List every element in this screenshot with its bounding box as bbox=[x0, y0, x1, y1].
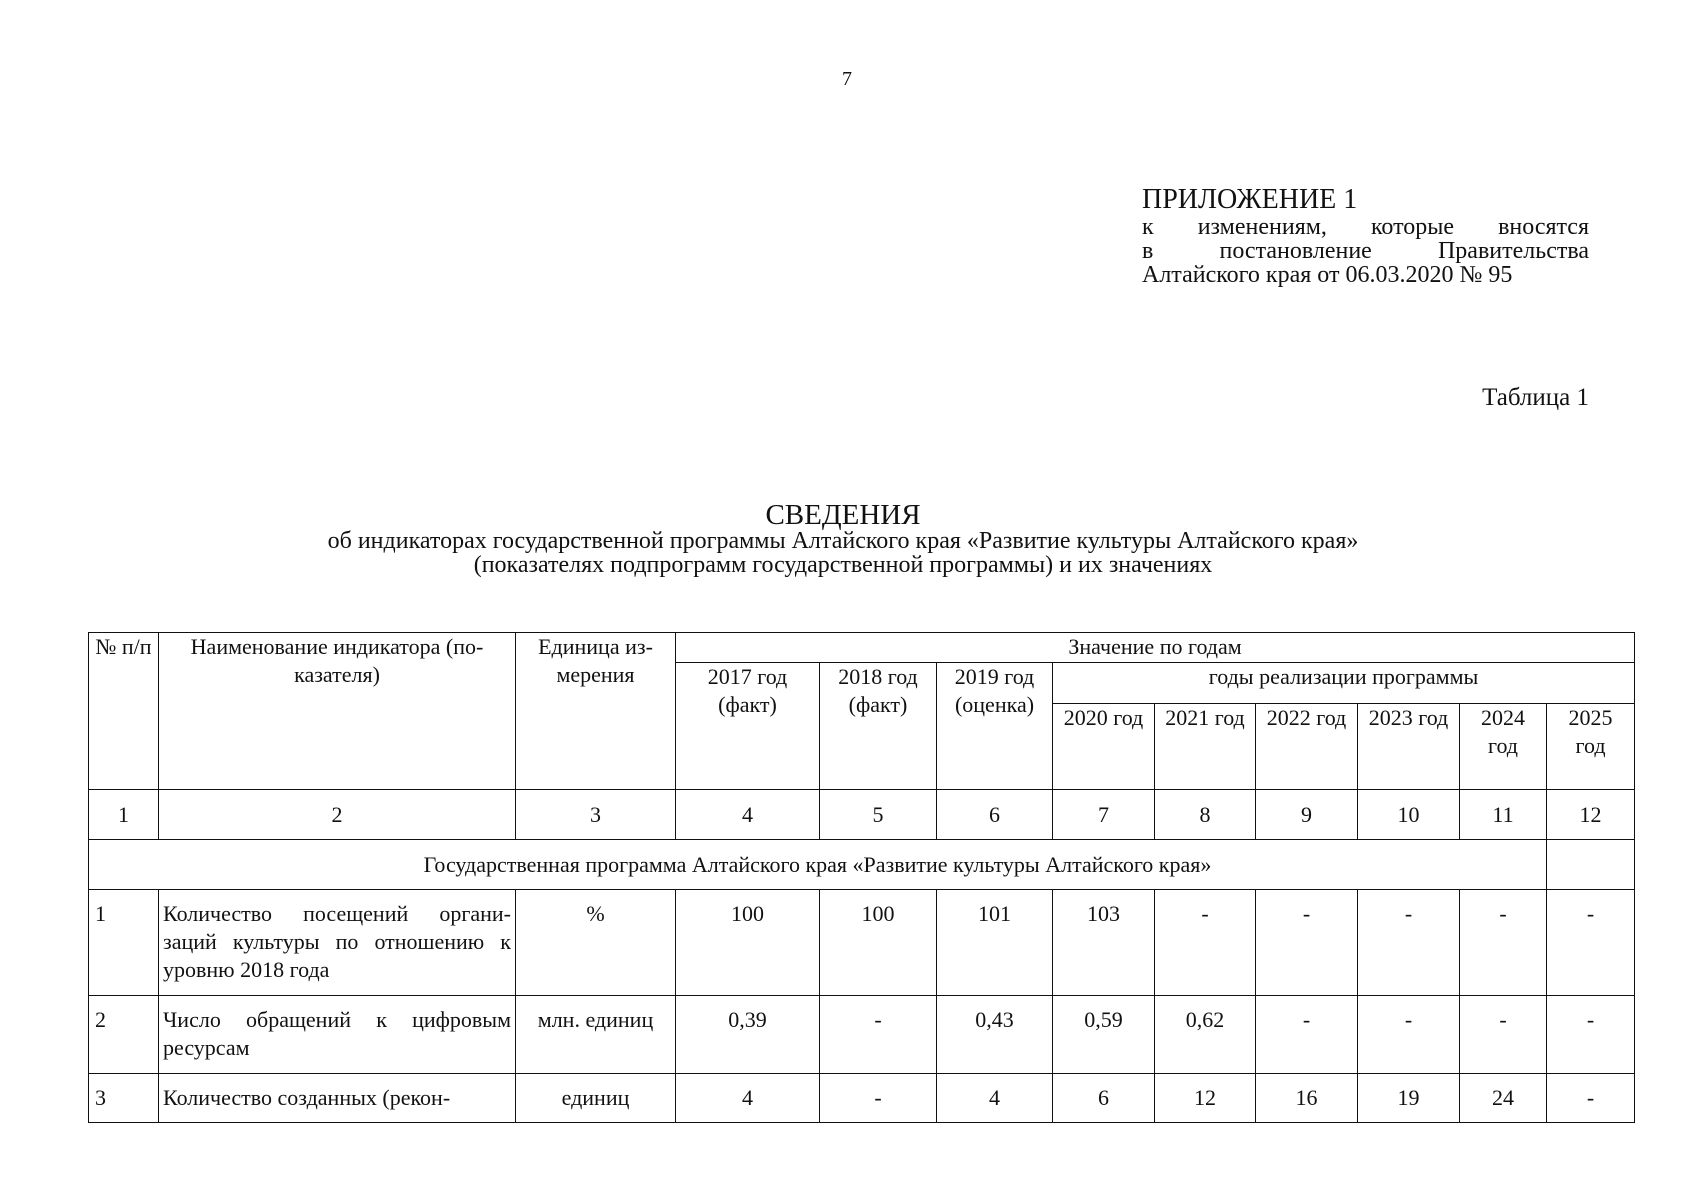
column-number: 10 bbox=[1358, 790, 1460, 840]
header-num: № п/п bbox=[89, 633, 159, 790]
page-number: 7 bbox=[842, 68, 852, 90]
column-number: 8 bbox=[1155, 790, 1256, 840]
value-cell: - bbox=[1358, 996, 1460, 1074]
column-number: 12 bbox=[1547, 790, 1635, 840]
value-cell: 100 bbox=[676, 890, 820, 996]
header-values-by-year: Значение по годам bbox=[676, 633, 1635, 663]
appendix-line: Алтайского края от 06.03.2020 № 95 bbox=[1142, 262, 1513, 288]
header-year-2017: 2017 год (факт) bbox=[676, 663, 820, 790]
header-indicator-name: Наименование индикатора (по- казателя) bbox=[159, 633, 516, 790]
value-cell: 24 bbox=[1460, 1074, 1547, 1123]
header-year-2024: 2024 год bbox=[1460, 704, 1547, 790]
value-cell: 0,43 bbox=[937, 996, 1053, 1074]
appendix-line: к изменениям, которые вносятся bbox=[1142, 214, 1589, 240]
column-number: 5 bbox=[820, 790, 937, 840]
unit-cell: % bbox=[516, 890, 676, 996]
table-row bbox=[89, 1074, 1635, 1123]
header-year-2019: 2019 год (оценка) bbox=[937, 663, 1053, 790]
value-cell: - bbox=[1547, 890, 1635, 996]
value-cell: 103 bbox=[1053, 890, 1155, 996]
value-cell: - bbox=[1256, 996, 1358, 1074]
heading-subtitle: (показателях подпрограмм государственной программы) и их значениях bbox=[473, 552, 1213, 578]
column-number: 6 bbox=[937, 790, 1053, 840]
value-cell: - bbox=[1155, 890, 1256, 996]
value-cell: 6 bbox=[1053, 1074, 1155, 1123]
value-cell: 16 bbox=[1256, 1074, 1358, 1123]
row-number: 3 bbox=[89, 1074, 159, 1123]
indicator-name: Число обращений к цифровым ресурсам bbox=[159, 996, 516, 1074]
value-cell: 12 bbox=[1155, 1074, 1256, 1123]
unit-cell: млн. единиц bbox=[516, 996, 676, 1074]
column-number: 1 bbox=[89, 790, 159, 840]
value-cell: 4 bbox=[937, 1074, 1053, 1123]
value-cell: - bbox=[1547, 1074, 1635, 1123]
appendix-block bbox=[1142, 185, 1589, 287]
indicator-name: Количество посещений органи- заций культуры по отношению к уровню 2018 года bbox=[159, 890, 516, 996]
column-number: 9 bbox=[1256, 790, 1358, 840]
header-year-2020: 2020 год bbox=[1053, 704, 1155, 790]
table-row bbox=[89, 890, 1635, 996]
column-number: 3 bbox=[516, 790, 676, 840]
value-cell: - bbox=[1358, 890, 1460, 996]
value-cell: - bbox=[820, 996, 937, 1074]
column-number: 11 bbox=[1460, 790, 1547, 840]
row-number: 2 bbox=[89, 996, 159, 1074]
heading-subtitle: об индикаторах государственной программы Алтайского края «Развитие культуры Алтайского края» bbox=[327, 528, 1359, 554]
appendix-line: в постановление Правительства bbox=[1142, 238, 1589, 264]
appendix-title: ПРИЛОЖЕНИЕ 1 bbox=[1142, 184, 1358, 215]
value-cell: 19 bbox=[1358, 1074, 1460, 1123]
header-year-2025: 2025 год bbox=[1547, 704, 1635, 790]
value-cell: - bbox=[1256, 890, 1358, 996]
indicator-name: Количество созданных (рекон- bbox=[159, 1074, 516, 1123]
header-year-2022: 2022 год bbox=[1256, 704, 1358, 790]
value-cell: - bbox=[820, 1074, 937, 1123]
value-cell: 4 bbox=[676, 1074, 820, 1123]
value-cell: - bbox=[1460, 996, 1547, 1074]
value-cell: 101 bbox=[937, 890, 1053, 996]
program-title-row: Государственная программа Алтайского края «Развитие культуры Алтайского края» bbox=[89, 840, 1547, 890]
header-year-2023: 2023 год bbox=[1358, 704, 1460, 790]
document-heading bbox=[88, 499, 1598, 578]
header-year-2021: 2021 год bbox=[1155, 704, 1256, 790]
header-unit: Единица из- мерения bbox=[516, 633, 676, 790]
row-number: 1 bbox=[89, 890, 159, 996]
value-cell: 0,62 bbox=[1155, 996, 1256, 1074]
value-cell: 0,39 bbox=[676, 996, 820, 1074]
column-number: 2 bbox=[159, 790, 516, 840]
program-empty-cell bbox=[1547, 840, 1635, 890]
column-number: 7 bbox=[1053, 790, 1155, 840]
indicators-table bbox=[88, 632, 1635, 1123]
column-number: 4 bbox=[676, 790, 820, 840]
header-year-2018: 2018 год (факт) bbox=[820, 663, 937, 790]
unit-cell: единиц bbox=[516, 1074, 676, 1123]
header-implementation-years: годы реализации программы bbox=[1053, 663, 1635, 704]
heading-title: СВЕДЕНИЯ bbox=[765, 499, 921, 531]
value-cell: 100 bbox=[820, 890, 937, 996]
value-cell: 0,59 bbox=[1053, 996, 1155, 1074]
table-label: Таблица 1 bbox=[1482, 384, 1589, 411]
value-cell: - bbox=[1460, 890, 1547, 996]
table-row bbox=[89, 996, 1635, 1074]
value-cell: - bbox=[1547, 996, 1635, 1074]
